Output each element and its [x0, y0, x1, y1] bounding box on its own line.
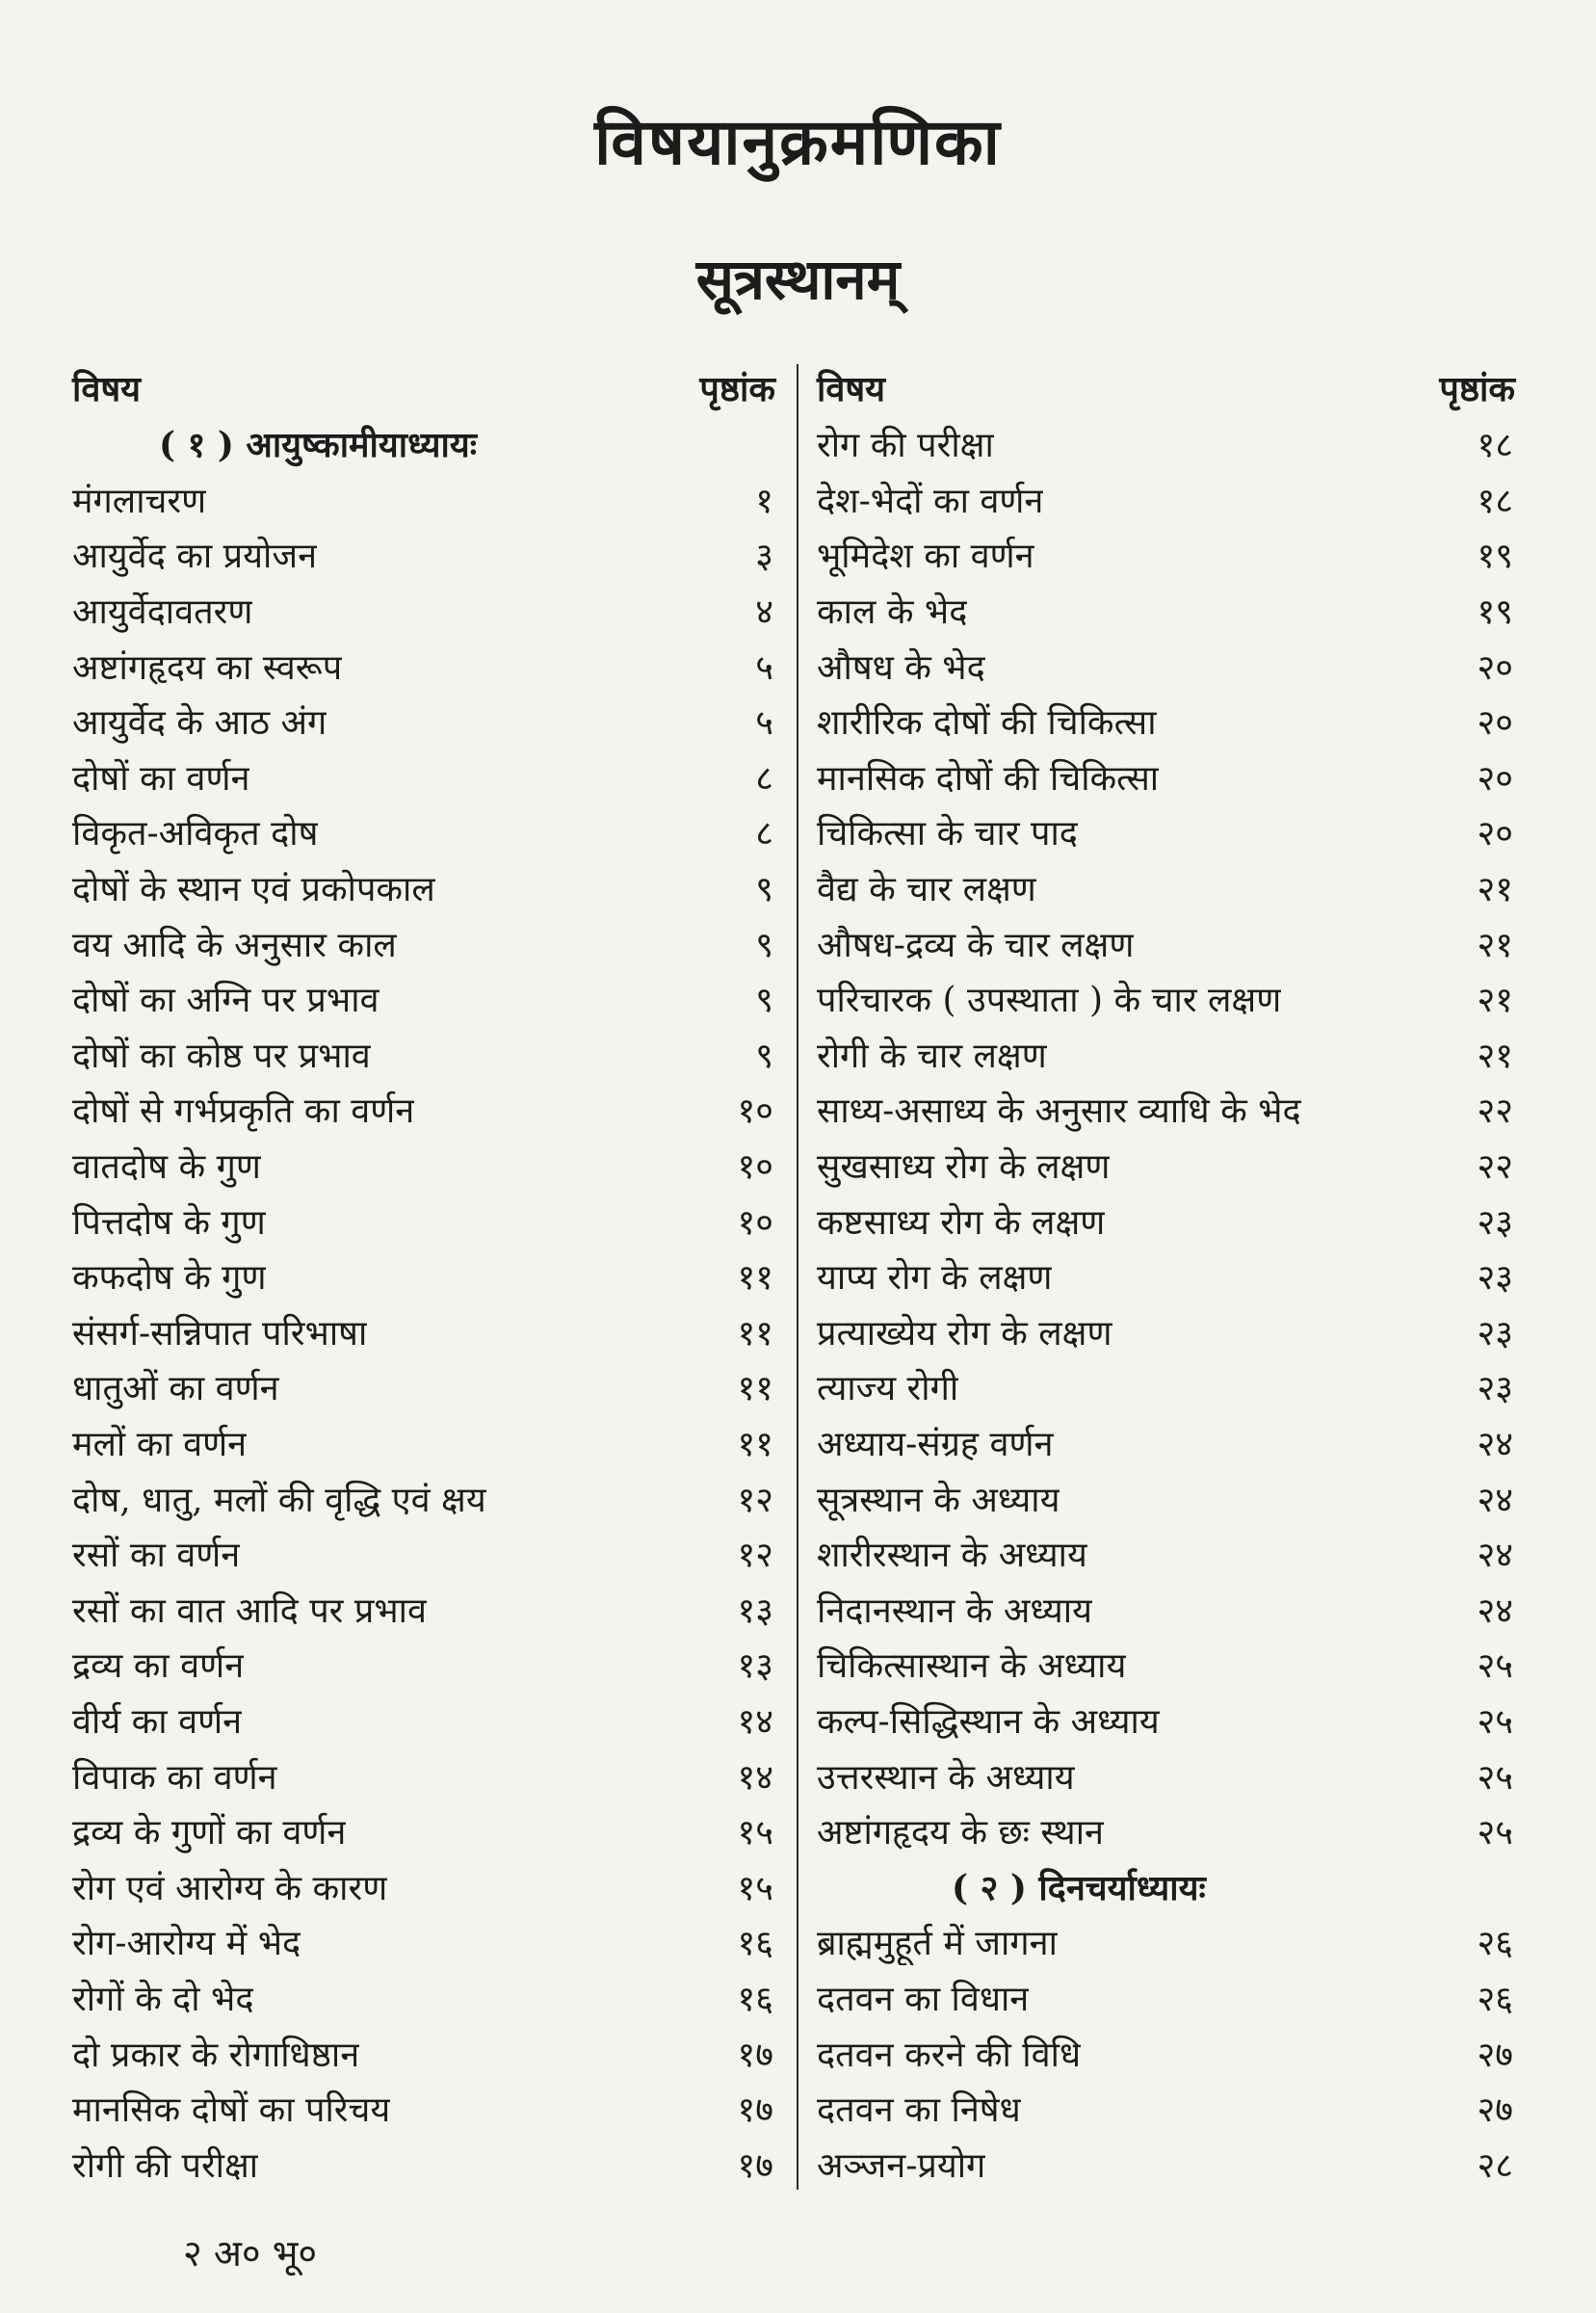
column-header — [817, 358, 1515, 416]
entry-subject: शारीरस्थान के अध्याय — [817, 1536, 1087, 1576]
toc-entry — [72, 749, 775, 805]
entry-page-number: १९ — [1477, 537, 1513, 577]
entry-page-number: १७ — [737, 2090, 773, 2131]
toc-list — [817, 416, 1515, 2192]
entry-subject: कल्प-सिद्धिस्थान के अध्याय — [817, 1701, 1160, 1742]
entry-subject: संसर्ग-सन्निपात परिभाषा — [72, 1313, 368, 1354]
entry-page-number: २६ — [1477, 1924, 1513, 1964]
entry-subject: दोषों का अग्नि पर प्रभाव — [72, 981, 379, 1021]
entry-page-number: १९ — [1477, 592, 1513, 633]
toc-entry — [72, 1970, 775, 2026]
toc-entry — [817, 2136, 1515, 2192]
toc-entry — [817, 1415, 1515, 1471]
toc-entry — [72, 971, 775, 1027]
entry-subject: रसों का वर्णन — [72, 1536, 241, 1576]
entry-page-number: ३ — [755, 537, 773, 577]
toc-entry — [72, 1693, 775, 1748]
entry-subject: रोग की परीक्षा — [817, 426, 994, 466]
entry-subject: कफदोष के गुण — [72, 1258, 267, 1299]
entry-page-number: २० — [1477, 758, 1513, 799]
entry-subject: धातुओं का वर्णन — [72, 1369, 279, 1409]
toc-entry — [817, 915, 1515, 971]
entry-subject: रोगी की परीक्षा — [72, 2145, 259, 2186]
entry-subject: दतवन का विधान — [817, 1979, 1030, 2019]
entry-page-number: ९ — [755, 870, 773, 910]
chapter-heading: ( १ ) आयुष्कामीयाध्यायः — [159, 425, 477, 466]
entry-page-number: १२ — [737, 1536, 773, 1576]
entry-page-number: ८ — [755, 814, 773, 854]
column-divider — [797, 364, 798, 2190]
entry-page-number: १७ — [737, 2035, 773, 2075]
entry-page-number: २० — [1477, 703, 1513, 744]
entry-subject: देश-भेदों का वर्णन — [817, 481, 1044, 521]
entry-page-number: २१ — [1477, 925, 1513, 965]
entry-subject: रसों का वात आदि पर प्रभाव — [72, 1590, 427, 1631]
entry-subject: दतवन का निषेध — [817, 2090, 1021, 2131]
entry-page-number: २६ — [1477, 1979, 1513, 2019]
toc-entry — [72, 583, 775, 639]
entry-page-number: २४ — [1477, 1480, 1513, 1520]
entry-subject: अध्याय-संग्रह वर्णन — [817, 1424, 1054, 1464]
entry-subject: आयुर्वेदावतरण — [72, 592, 253, 633]
toc-entry — [817, 1526, 1515, 1582]
toc-entry — [72, 860, 775, 916]
entry-subject: चिकित्सा के चार पाद — [817, 814, 1078, 854]
entry-page-number: ९ — [755, 1036, 773, 1076]
entry-page-number: २५ — [1477, 1757, 1513, 1798]
toc-entry — [72, 638, 775, 694]
entry-subject: रोग एवं आरोग्य के कारण — [72, 1868, 388, 1908]
entry-subject: वातदोष के गुण — [72, 1147, 261, 1188]
toc-entry — [817, 416, 1515, 472]
entry-subject: भूमिदेश का वर्णन — [817, 537, 1034, 577]
toc-entry — [817, 1248, 1515, 1304]
entry-subject: आयुर्वेद का प्रयोजन — [72, 537, 318, 577]
toc-entry — [72, 1803, 775, 1859]
entry-page-number: २१ — [1477, 981, 1513, 1021]
toc-entry — [72, 1193, 775, 1248]
toc-entry — [72, 915, 775, 971]
entry-subject: सुखसाध्य रोग के लक्षण — [817, 1147, 1111, 1188]
entry-page-number: २४ — [1477, 1536, 1513, 1576]
toc-entry — [817, 583, 1515, 639]
entry-subject: पित्तदोष के गुण — [72, 1202, 266, 1243]
toc-entry — [72, 472, 775, 528]
entry-page-number: १४ — [737, 1701, 773, 1742]
entry-page-number: ११ — [737, 1258, 773, 1299]
toc-entry — [72, 1138, 775, 1194]
entry-page-number: २२ — [1477, 1147, 1513, 1188]
entry-subject: वीर्य का वर्णन — [72, 1701, 243, 1742]
toc-entry — [817, 2081, 1515, 2137]
entry-page-number: २३ — [1477, 1258, 1513, 1299]
entry-subject: विपाक का वर्णन — [72, 1757, 277, 1798]
entry-page-number: १३ — [737, 1646, 773, 1687]
entry-page-number: २३ — [1477, 1369, 1513, 1409]
entry-page-number: १८ — [1477, 481, 1513, 521]
entry-subject: वय आदि के अनुसार काल — [72, 925, 397, 965]
toc-column-right — [817, 358, 1515, 2192]
entry-page-number: १४ — [737, 1757, 773, 1798]
entry-subject: कष्टसाध्य रोग के लक्षण — [817, 1202, 1106, 1243]
entry-page-number: ११ — [737, 1424, 773, 1464]
entry-page-number: ११ — [737, 1369, 773, 1409]
toc-entry — [72, 1082, 775, 1138]
toc-entry — [72, 1415, 775, 1471]
entry-subject: द्रव्य का वर्णन — [72, 1646, 245, 1687]
toc-entry — [72, 1914, 775, 1970]
entry-page-number: २३ — [1477, 1313, 1513, 1354]
toc-entry — [72, 1637, 775, 1693]
entry-page-number: १० — [737, 1147, 773, 1188]
page-header: पृष्ठांक — [699, 368, 775, 409]
toc-entry — [72, 1304, 775, 1360]
entry-page-number: २० — [1477, 814, 1513, 854]
entry-subject: परिचारक ( उपस्थाता ) के चार लक्षण — [817, 981, 1282, 1021]
section-title: सूत्रस्थानम् — [695, 247, 901, 312]
toc-entry — [817, 860, 1515, 916]
entry-page-number: २१ — [1477, 1036, 1513, 1076]
toc-entry — [817, 971, 1515, 1027]
toc-entry — [72, 1470, 775, 1526]
entry-subject: दतवन करने की विधि — [817, 2035, 1082, 2075]
entry-subject: औषध-द्रव्य के चार लक्षण — [817, 925, 1135, 965]
entry-page-number: १६ — [737, 1979, 773, 2019]
toc-entry — [72, 527, 775, 583]
toc-entry — [817, 1581, 1515, 1637]
entry-subject: निदानस्थान के अध्याय — [817, 1590, 1092, 1631]
toc-column-left — [72, 358, 775, 2192]
entry-subject: विकृत-अविकृत दोष — [72, 814, 319, 854]
entry-page-number: ५ — [755, 703, 773, 744]
entry-subject: रोगों के दो भेद — [72, 1979, 254, 2019]
entry-subject: त्याज्य रोगी — [817, 1369, 959, 1409]
subject-header: विषय — [817, 368, 886, 409]
signature-mark: २ अ० भू० — [183, 2232, 318, 2274]
entry-page-number: ११ — [737, 1313, 773, 1354]
toc-entry — [72, 1526, 775, 1582]
entry-page-number: १० — [737, 1091, 773, 1132]
toc-entry — [72, 1027, 775, 1083]
subject-header: विषय — [72, 368, 142, 409]
toc-entry — [817, 1803, 1515, 1859]
toc-entry — [72, 2025, 775, 2081]
entry-page-number: १८ — [1477, 426, 1513, 466]
entry-subject: दोषों का कोष्ठ पर प्रभाव — [72, 1036, 371, 1076]
entry-page-number: १७ — [737, 2145, 773, 2186]
toc-entry — [72, 1581, 775, 1637]
entry-page-number: २० — [1477, 647, 1513, 688]
entry-page-number: ४ — [755, 592, 773, 633]
chapter-heading: ( २ ) दिनचर्याध्यायः — [952, 1867, 1206, 1908]
page-header: पृष्ठांक — [1439, 368, 1515, 409]
toc-entry — [817, 527, 1515, 583]
entry-page-number: २७ — [1477, 2035, 1513, 2075]
entry-subject: ब्राह्ममुहूर्त में जागना — [817, 1924, 1058, 1964]
page-title: विषयानुक्रमणिका — [594, 104, 1002, 179]
entry-subject: अष्टांगहृदय का स्वरूप — [72, 647, 343, 688]
entry-subject: साध्य-असाध्य के अनुसार व्याधि के भेद — [817, 1091, 1301, 1132]
entry-subject: शारीरिक दोषों की चिकित्सा — [817, 703, 1157, 744]
entry-page-number: १५ — [737, 1868, 773, 1908]
entry-subject: वैद्य के चार लक्षण — [817, 870, 1036, 910]
entry-page-number: २५ — [1477, 1646, 1513, 1687]
toc-entry — [817, 472, 1515, 528]
entry-page-number: १२ — [737, 1480, 773, 1520]
entry-page-number: ८ — [755, 758, 773, 799]
entry-page-number: ५ — [755, 647, 773, 688]
entry-page-number: २८ — [1477, 2145, 1513, 2186]
toc-entry — [72, 1748, 775, 1803]
entry-page-number: २५ — [1477, 1813, 1513, 1853]
toc-entry — [817, 1748, 1515, 1803]
entry-subject: आयुर्वेद के आठ अंग — [72, 703, 327, 744]
entry-subject: मलों का वर्णन — [72, 1424, 248, 1464]
entry-subject: दो प्रकार के रोगाधिष्ठान — [72, 2035, 360, 2075]
toc-entry — [817, 1304, 1515, 1360]
entry-page-number: २४ — [1477, 1590, 1513, 1631]
entry-subject: दोषों के स्थान एवं प्रकोपकाल — [72, 870, 435, 910]
entry-subject: दोषों का वर्णन — [72, 758, 250, 799]
entry-page-number: २७ — [1477, 2090, 1513, 2131]
entry-page-number: २१ — [1477, 870, 1513, 910]
toc-entry — [817, 1970, 1515, 2026]
toc-entry — [72, 2081, 775, 2137]
toc-entry — [72, 694, 775, 749]
entry-page-number: २२ — [1477, 1091, 1513, 1132]
entry-subject: प्रत्याख्येय रोग के लक्षण — [817, 1313, 1112, 1354]
toc-entry — [817, 804, 1515, 860]
toc-entry — [817, 1082, 1515, 1138]
entry-subject: द्रव्य के गुणों का वर्णन — [72, 1813, 347, 1853]
toc-entry — [817, 1138, 1515, 1194]
toc-entry — [817, 1193, 1515, 1248]
entry-page-number: २४ — [1477, 1424, 1513, 1464]
entry-page-number: १५ — [737, 1813, 773, 1853]
toc-entry — [817, 1914, 1515, 1970]
entry-subject: मानसिक दोषों का परिचय — [72, 2090, 391, 2131]
entry-page-number: ९ — [755, 925, 773, 965]
entry-subject: चिकित्सास्थान के अध्याय — [817, 1646, 1127, 1687]
toc-entry — [817, 1470, 1515, 1526]
entry-subject: मंगलाचरण — [72, 481, 207, 521]
entry-subject: दोष, धातु, मलों की वृद्धि एवं क्षय — [72, 1480, 486, 1520]
entry-subject: औषध के भेद — [817, 647, 985, 688]
toc-entry — [817, 1637, 1515, 1693]
entry-page-number: २३ — [1477, 1202, 1513, 1243]
toc-entry — [817, 638, 1515, 694]
entry-subject: उत्तरस्थान के अध्याय — [817, 1757, 1075, 1798]
toc-entry — [72, 1248, 775, 1304]
toc-entry — [72, 1359, 775, 1415]
toc-entry — [72, 804, 775, 860]
entry-subject: सूत्रस्थान के अध्याय — [817, 1480, 1060, 1520]
entry-subject: रोग-आरोग्य में भेद — [72, 1924, 301, 1964]
entry-subject: याप्य रोग के लक्षण — [817, 1258, 1053, 1299]
toc-entry — [72, 2136, 775, 2192]
entry-page-number: २५ — [1477, 1701, 1513, 1742]
entry-subject: अष्टांगहृदय के छः स्थान — [817, 1813, 1104, 1853]
toc-entry — [72, 1858, 775, 1914]
entry-subject: रोगी के चार लक्षण — [817, 1036, 1047, 1076]
entry-page-number: १० — [737, 1202, 773, 1243]
entry-subject: अञ्जन-प्रयोग — [817, 2145, 986, 2186]
toc-entry — [817, 1693, 1515, 1748]
toc-entry — [817, 1027, 1515, 1083]
toc-list — [72, 416, 775, 2192]
entry-subject: दोषों से गर्भप्रकृति का वर्णन — [72, 1091, 415, 1132]
toc-entry — [817, 2025, 1515, 2081]
entry-subject: काल के भेद — [817, 592, 968, 633]
entry-page-number: ९ — [755, 981, 773, 1021]
entry-subject: मानसिक दोषों की चिकित्सा — [817, 758, 1160, 799]
toc-entry — [817, 694, 1515, 749]
entry-page-number: १६ — [737, 1924, 773, 1964]
toc-entry — [817, 1359, 1515, 1415]
toc-entry — [817, 749, 1515, 805]
entry-page-number: १३ — [737, 1590, 773, 1631]
column-header — [72, 358, 775, 416]
entry-page-number: १ — [755, 481, 773, 521]
